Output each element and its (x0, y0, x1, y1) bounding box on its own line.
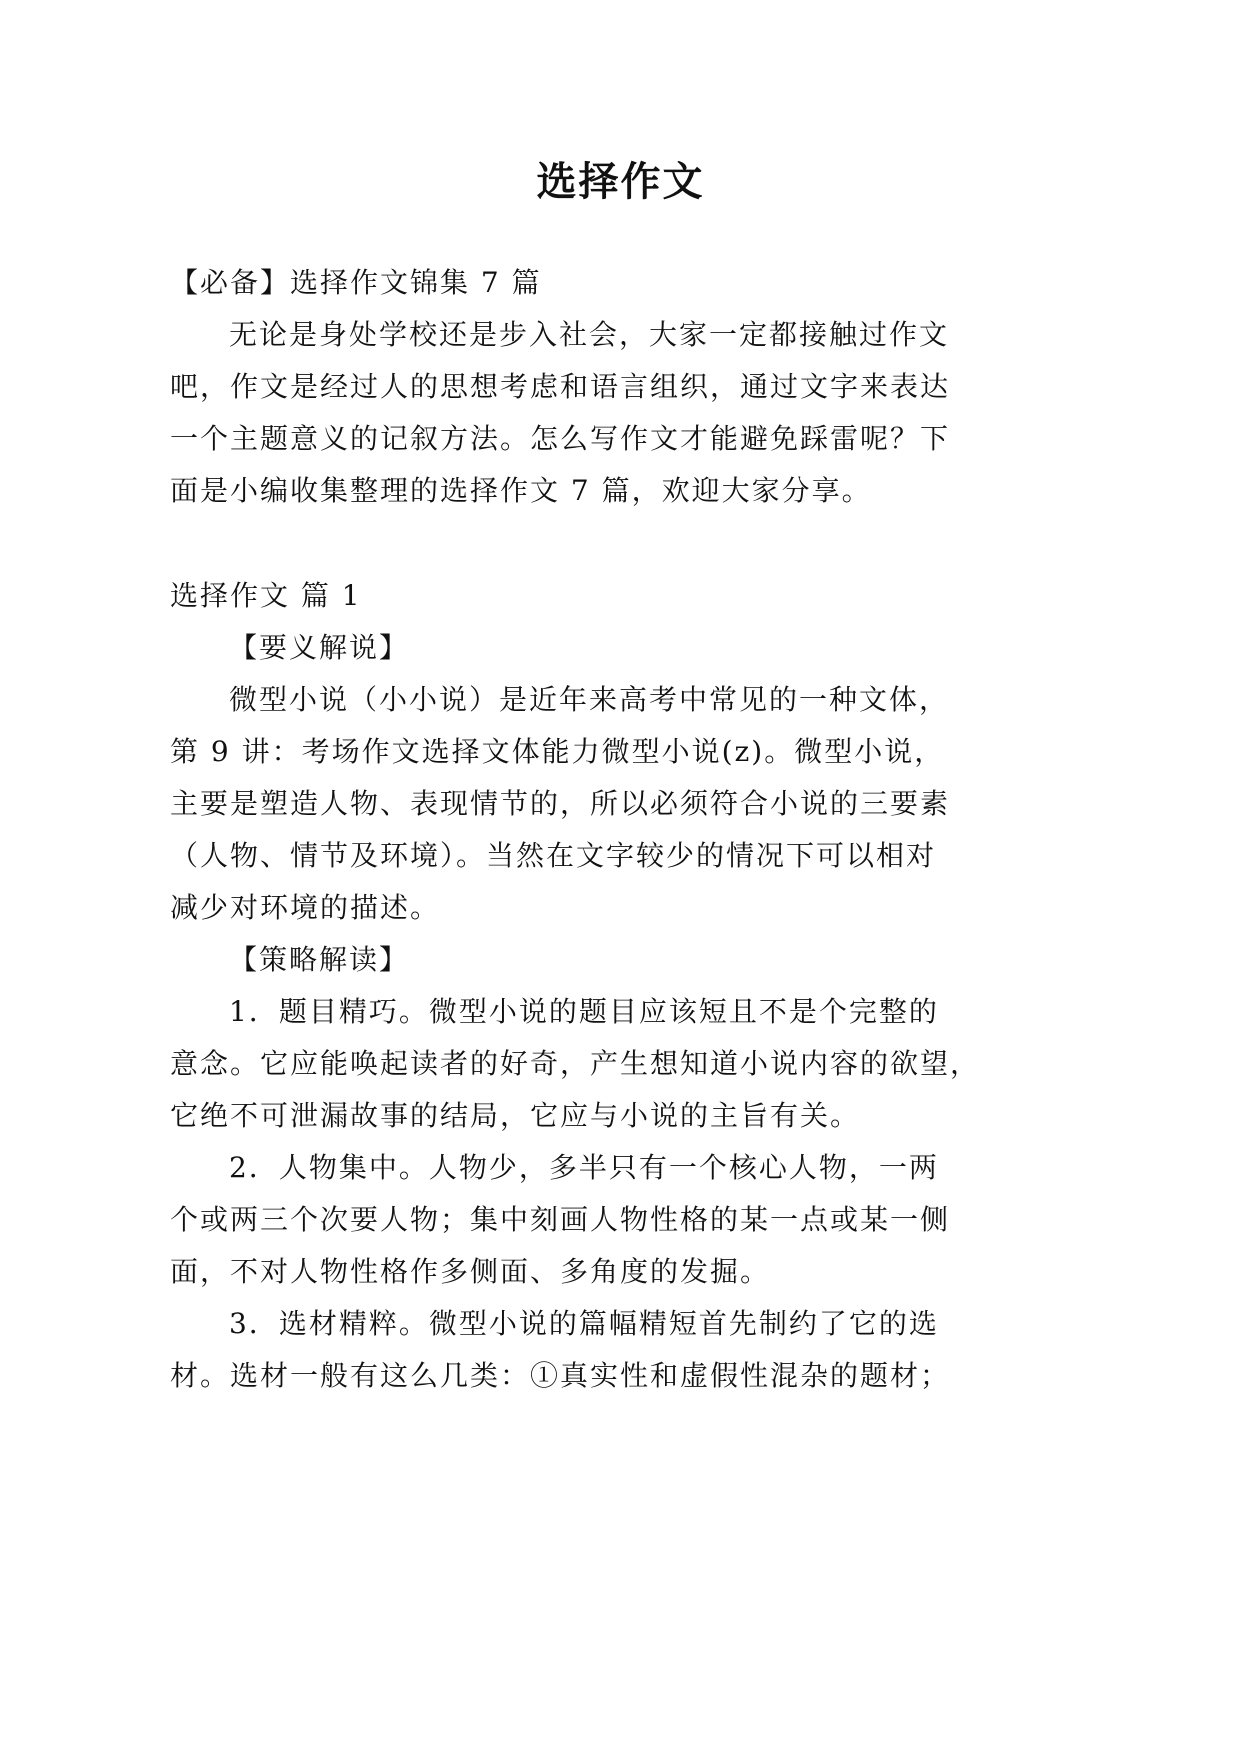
intro-heading: 【必备】选择作文锦集 7 篇 (170, 266, 542, 299)
subsection-heading: 【策略解读】 (229, 943, 410, 976)
intro-paragraph-line: 面是小编收集整理的选择作文 7 篇，欢迎大家分享。 (170, 474, 872, 507)
body-paragraph-line: 减少对环境的描述。 (170, 891, 441, 924)
intro-paragraph-line: 吧，作文是经过人的思想考虑和语言组织，通过文字来表达 (170, 370, 951, 403)
intro-paragraph-line: 一个主题意义的记叙方法。怎么写作文才能避免踩雷呢？下 (170, 422, 951, 455)
body-paragraph-line: 微型小说（小小说）是近年来高考中常见的一种文体， (229, 683, 950, 716)
body-paragraph-line: 它绝不可泄漏故事的结局，它应与小说的主旨有关。 (170, 1099, 861, 1132)
body-paragraph-line: 第 9 讲：考场作文选择文体能力微型小说(z)。微型小说， (170, 735, 945, 768)
body-paragraph-line: 意念。它应能唤起读者的好奇，产生想知道小说内容的欲望， (170, 1047, 981, 1080)
body-paragraph-line: 3．选材精粹。微型小说的篇幅精短首先制约了它的选 (229, 1307, 939, 1340)
body-paragraph-line: 个或两三个次要人物；集中刻画人物性格的某一点或某一侧 (170, 1203, 951, 1236)
body-paragraph-line: 材。选材一般有这么几类：①真实性和虚假性混杂的题材； (170, 1359, 951, 1392)
subsection-heading: 【要义解说】 (229, 631, 410, 664)
body-paragraph-line: 1．题目精巧。微型小说的题目应该短且不是个完整的 (229, 995, 939, 1028)
page-title: 选择作文 (536, 159, 705, 205)
body-paragraph-line: 主要是塑造人物、表现情节的，所以必须符合小说的三要素 (170, 787, 951, 820)
section-heading: 选择作文 篇 1 (170, 579, 362, 612)
body-paragraph-line: 面，不对人物性格作多侧面、多角度的发掘。 (170, 1255, 771, 1288)
body-paragraph-line: （人物、情节及环境）。当然在文字较少的情况下可以相对 (170, 839, 937, 872)
intro-paragraph-line: 无论是身处学校还是步入社会，大家一定都接触过作文 (229, 318, 950, 351)
body-paragraph-line: 2．人物集中。人物少，多半只有一个核心人物，一两 (229, 1151, 939, 1184)
